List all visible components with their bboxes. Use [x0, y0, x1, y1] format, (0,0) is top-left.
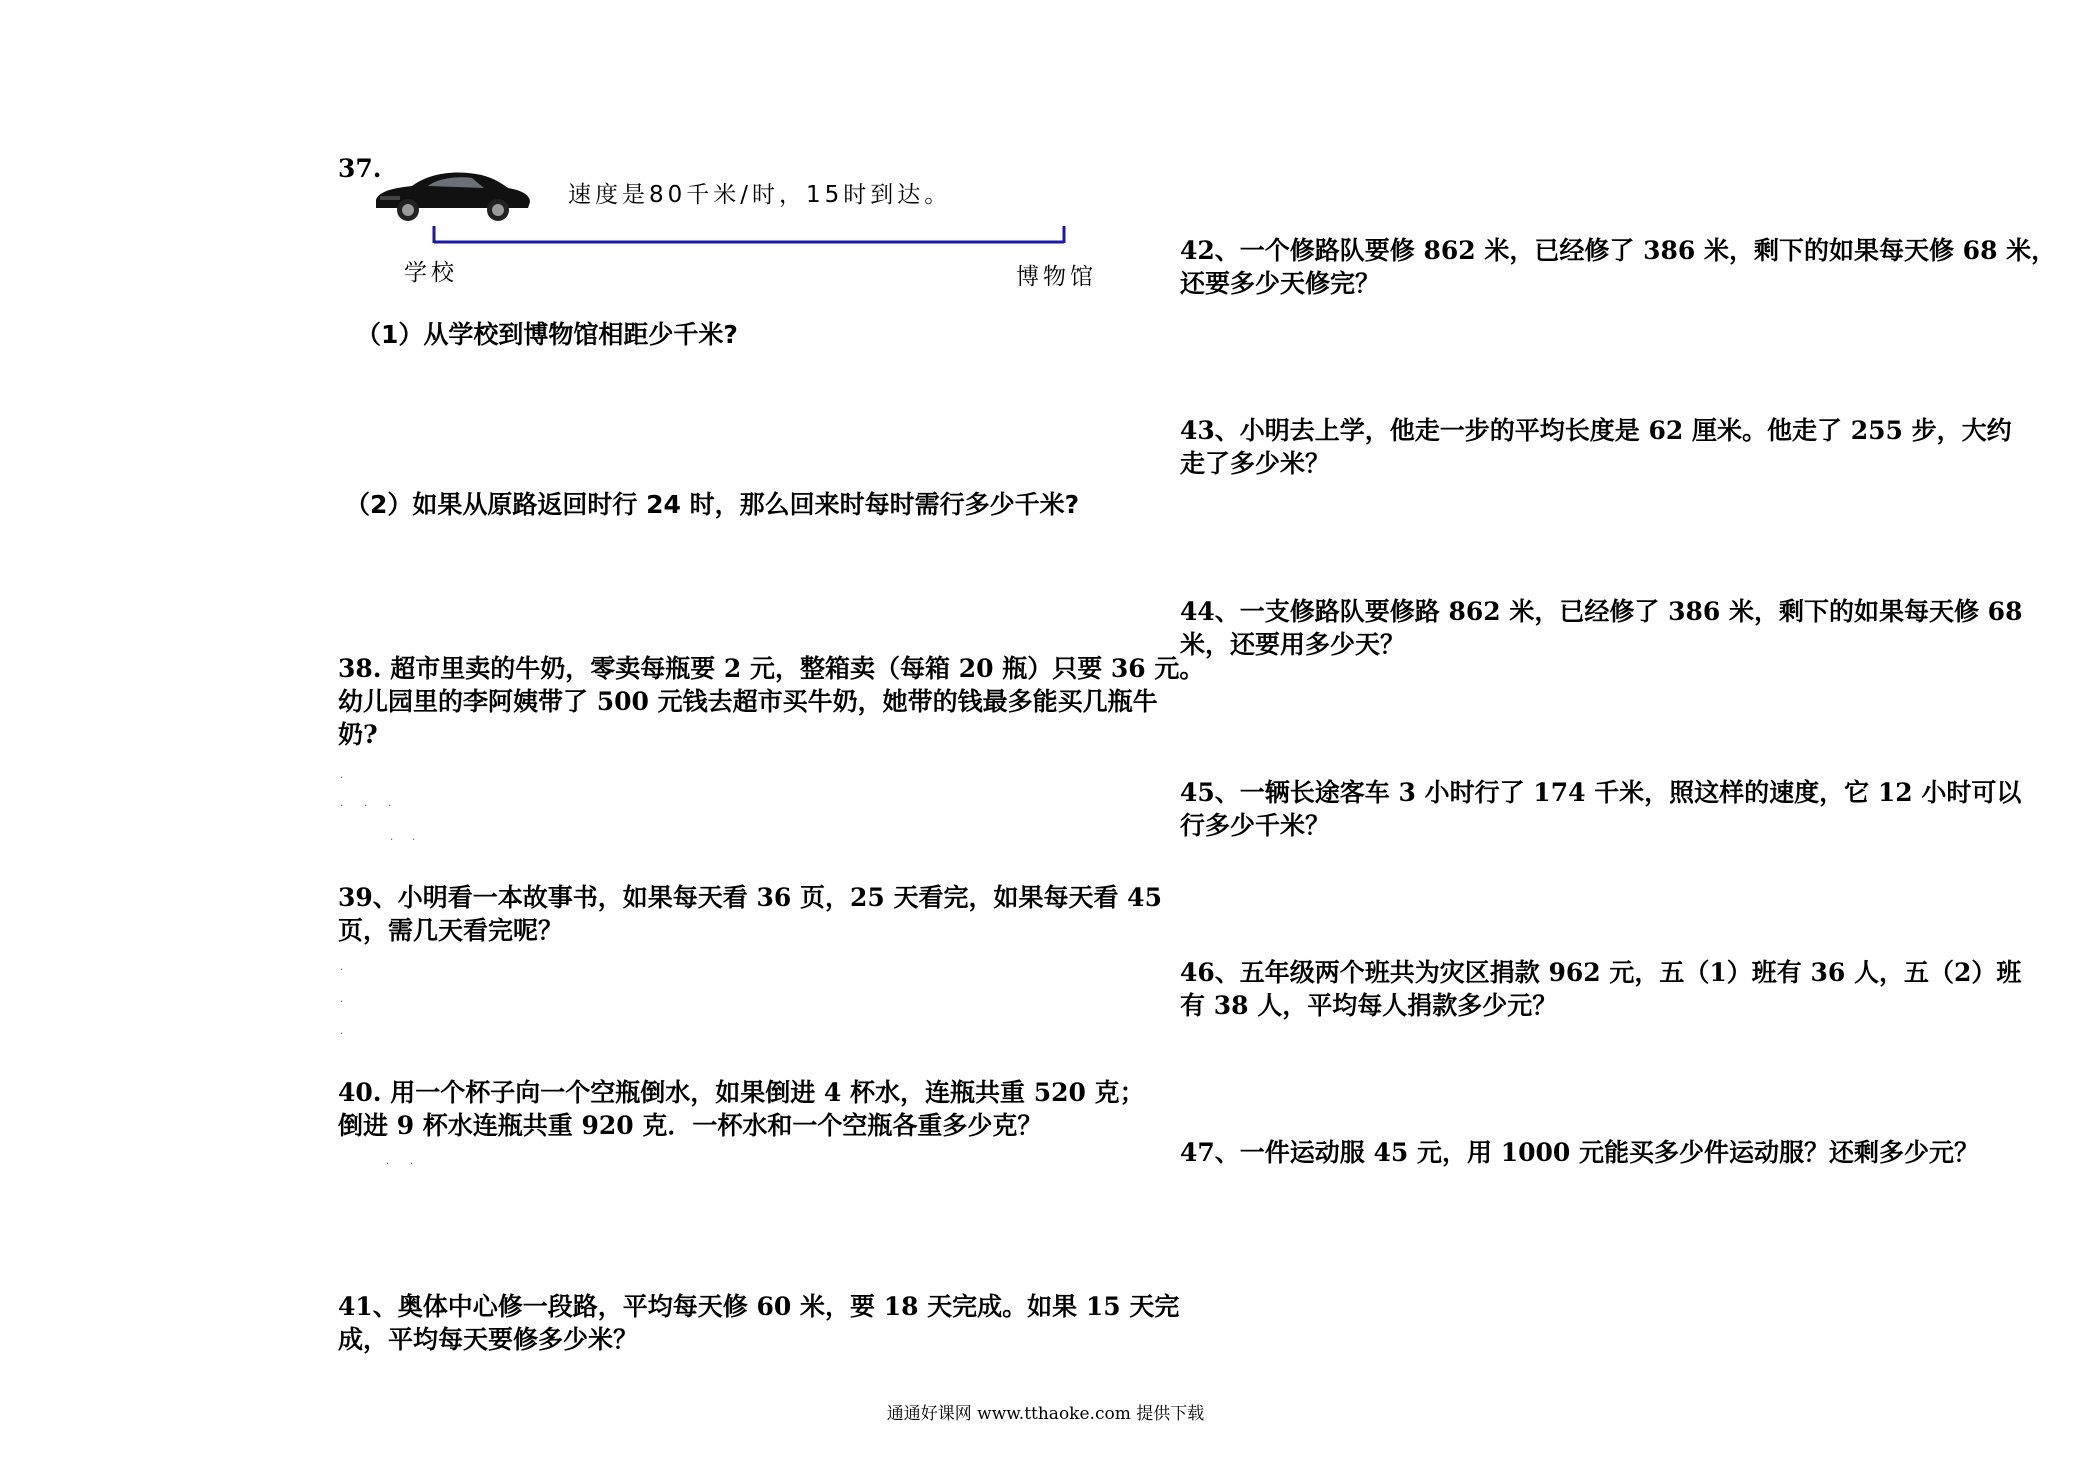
q46-text: 46、五年级两个班共为灾区捐款 962 元，五（1）班有 36 人，五（2）班 有 38 人，平均每人捐款多少元？ [1180, 958, 2022, 1020]
q44-text: 44、一支修路队要修路 862 米，已经修了 386 米，剩下的如果每天修 68 米，还要用多少天？ [1180, 597, 2023, 659]
distance-line [430, 224, 1070, 248]
q37-number: 37. [338, 154, 382, 183]
q41-text: 41、奥体中心修一段路，平均每天修 60 米，要 18 天完成。如果 15 天完 成，平均每天要修多少米？ [338, 1292, 1180, 1354]
q43-text: 43、小明去上学，他走一步的平均长度是 62 厘米。他走了 255 步，大约 走了多少米？ [1180, 416, 2012, 478]
label-school: 学校 [404, 260, 458, 286]
q40-text: 40. 用一个杯子向一个空瓶倒水，如果倒进 4 杯水，连瓶共重 520 克； 倒进 9 杯水连瓶共重 920 克．一杯水和一个空瓶各重多少克？ [338, 1078, 1145, 1140]
q42-text: 42、一个修路队要修 862 米，已经修了 386 米，剩下的如果每天修 68 米， 还要多少天修完？ [1180, 236, 2057, 298]
car-icon [372, 166, 534, 222]
q45-text: 45、一辆长途客车 3 小时行了 174 千米，照这样的速度，它 12 小时可以 行多少千米？ [1180, 778, 2022, 840]
q37-sub2: （2）如果从原路返回时行 24 时，那么回来时每时需行多少千米? [345, 490, 1080, 519]
speed-note: 速度是80千米/时，15时到达。 [568, 182, 952, 208]
worksheet-page: 37. 速度是80千米/时，15时到达。 学校 博物馆 （1）从学校到博物馆相距少千米? （2）如果从原路返回时行 24 时，那么回来时每时需行多少千米? 38. 超市里卖的牛奶，零卖每瓶要 2 元，整箱卖（每箱 20 瓶）只要 36 元。 幼儿园里的李阿姨带了 500 元钱去超市买牛奶，她带的钱最多能买几瓶牛 奶? . . . . . . 39、小明看一本故事书，如果每天看 36 页，25 天看完，如果每天看 45 页，需几天看完呢？ . . . 40. 用一个杯子向一个空瓶倒水，如果倒进 4 杯水，连瓶共重 520 克； 倒进 9 杯水连瓶共重 920 克．一杯水和一个空瓶各重多少克？ . . 41、奥体中心修一段路，平均每天修 60 米，要 18 天完成。如果 15 天完 成，平均每天要修多少米？ 42、一个修路队要修 862 米，已经修了 386 米，剩下的如果每天修 68 米， 还要多少天修完？ 43、小明去上学，他走一步的平均长度是 62 厘米。他走了 255 步，大约 走了多少米？ 44、一支修路队要修路 862 米，已经修了 386 米，剩下的如果每天修 68 米，还要用多少天？ 45、一辆长途客车 3 小时行了 174 千米，照这样的速度，它 12 小时可以 行多少千米？ 46、五年级两个班共为灾区捐款 962 元，五（1）班有 36 人，五（2）班 有 38 人，平均每人捐款多少元？ 47、一件运动服 45 元，用 1000 元能买多少件运动服？还剩多少元？ 通通好课网 www.tthaoke.com 提供下载 [0, 0, 2091, 1476]
q38-text: 38. 超市里卖的牛奶，零卖每瓶要 2 元，整箱卖（每箱 20 瓶）只要 36 元。 幼儿园里的李阿姨带了 500 元钱去超市买牛奶，她带的钱最多能买几瓶牛 奶? [338, 654, 1205, 749]
q39-text: 39、小明看一本故事书，如果每天看 36 页，25 天看完，如果每天看 45 页，需几天看完呢？ [338, 883, 1162, 945]
q47-text: 47、一件运动服 45 元，用 1000 元能买多少件运动服？还剩多少元？ [1180, 1138, 1979, 1167]
q37-sub1: （1）从学校到博物馆相距少千米? [356, 320, 738, 349]
label-museum: 博物馆 [1016, 264, 1097, 290]
footer-source: 通通好课网 www.tthaoke.com 提供下载 [886, 1404, 1205, 1424]
